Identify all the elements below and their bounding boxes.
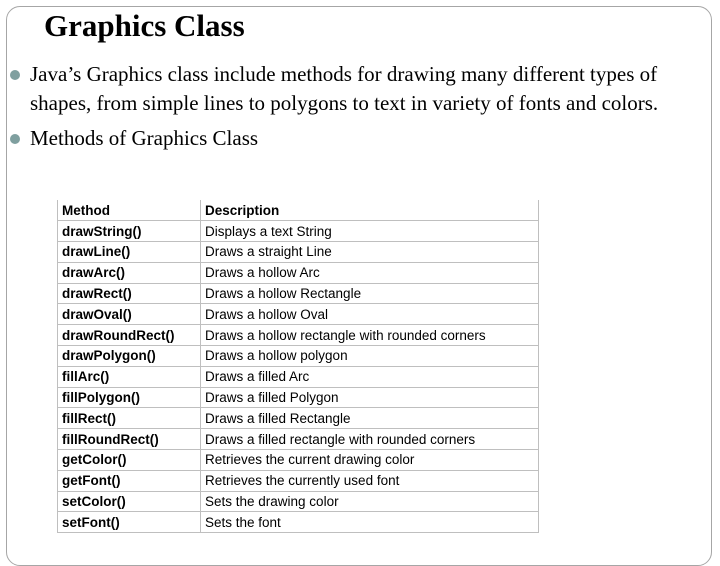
table-header-row — [58, 200, 539, 221]
method-cell: getFont() — [58, 470, 201, 491]
table-row — [58, 304, 539, 325]
description-cell: Draws a filled rectangle with rounded corners — [201, 429, 539, 450]
description-cell: Draws a filled Arc — [201, 366, 539, 387]
bullet-list — [10, 60, 700, 153]
table-row — [58, 221, 539, 242]
method-cell: fillRect() — [58, 408, 201, 429]
method-cell: fillArc() — [58, 366, 201, 387]
description-cell: Draws a hollow rectangle with rounded corners — [201, 325, 539, 346]
description-cell: Draws a straight Line — [201, 242, 539, 263]
description-cell: Draws a filled Polygon — [201, 387, 539, 408]
bullet-dot-icon — [10, 134, 20, 144]
description-cell: Sets the drawing color — [201, 491, 539, 512]
table-row — [58, 408, 539, 429]
slide-title: Graphics Class — [44, 8, 245, 43]
table-row — [58, 366, 539, 387]
method-cell: setColor() — [58, 491, 201, 512]
table-row — [58, 429, 539, 450]
table-row — [58, 242, 539, 263]
description-cell: Sets the font — [201, 512, 539, 533]
method-cell: drawOval() — [58, 304, 201, 325]
method-cell: fillPolygon() — [58, 387, 201, 408]
table-row — [58, 450, 539, 471]
table-row — [58, 387, 539, 408]
table-row — [58, 491, 539, 512]
description-cell: Draws a hollow Oval — [201, 304, 539, 325]
method-cell: setFont() — [58, 512, 201, 533]
description-cell: Draws a hollow Arc — [201, 262, 539, 283]
description-cell: Draws a filled Rectangle — [201, 408, 539, 429]
column-header-method: Method — [58, 200, 201, 221]
method-cell: drawArc() — [58, 262, 201, 283]
method-cell: fillRoundRect() — [58, 429, 201, 450]
bullet-item — [10, 124, 700, 153]
bullet-text: Methods of Graphics Class — [30, 126, 259, 150]
method-cell: drawPolygon() — [58, 346, 201, 367]
table-row — [58, 283, 539, 304]
table-row — [58, 512, 539, 533]
methods-table-container — [57, 200, 539, 533]
bullet-dot-icon — [10, 70, 20, 80]
method-cell: drawRoundRect() — [58, 325, 201, 346]
description-cell: Retrieves the current drawing color — [201, 450, 539, 471]
description-cell: Draws a hollow Rectangle — [201, 283, 539, 304]
methods-table — [57, 200, 539, 533]
method-cell: drawRect() — [58, 283, 201, 304]
description-cell: Retrieves the currently used font — [201, 470, 539, 491]
method-cell: drawString() — [58, 221, 201, 242]
description-cell: Draws a hollow polygon — [201, 346, 539, 367]
column-header-description: Description — [201, 200, 539, 221]
table-row — [58, 262, 539, 283]
bullet-item — [10, 60, 700, 118]
method-cell: drawLine() — [58, 242, 201, 263]
description-cell: Displays a text String — [201, 221, 539, 242]
method-cell: getColor() — [58, 450, 201, 471]
bullet-text: Java’s Graphics class include methods for drawing many different types of shapes, from simple lines to polygons to text in variety of fonts and colors. — [30, 62, 659, 115]
table-row — [58, 325, 539, 346]
table-row — [58, 346, 539, 367]
table-row — [58, 470, 539, 491]
